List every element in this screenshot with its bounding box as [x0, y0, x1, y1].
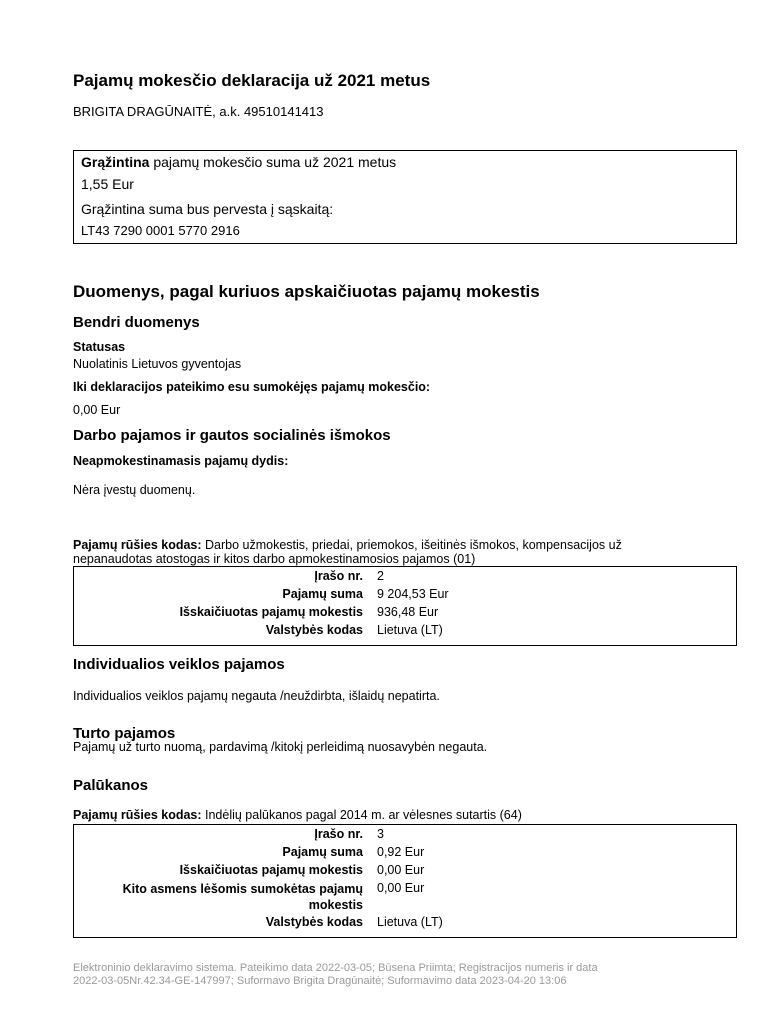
interest-code — [73, 808, 522, 822]
record-value: 936,48 Eur — [377, 605, 439, 619]
interest-code-value: Indėlių palūkanos pagal 2014 m. ar vėlesnes sutartis (64) — [201, 808, 522, 822]
work-record-box — [73, 566, 737, 646]
table-row — [74, 605, 736, 623]
refund-label-rest: pajamų mokesčio suma už 2021 metus — [149, 154, 397, 170]
footer-line1: Elektroninio deklaravimo sistema. Pateikimo data 2022-03-05; Būsena Priimta; Registracijos numeris ir data — [73, 962, 598, 974]
status-value: Nuolatinis Lietuvos gyventojas — [73, 357, 242, 371]
interest-record-box — [73, 824, 737, 938]
work-code — [73, 538, 713, 566]
record-label — [74, 881, 377, 915]
record-value: Lietuva (LT) — [377, 915, 443, 929]
work-title: Darbo pajamos ir gautos socialinės išmokos — [73, 427, 391, 444]
property-text: Pajamų už turto nuomą, pardavimą /kitokį perleidimą nuosavybėn negauta. — [73, 740, 488, 754]
npd-value: Nėra įvestų duomenų. — [73, 483, 196, 497]
interest-code-label: Pajamų rūšies kodas: — [73, 808, 202, 822]
table-row — [74, 881, 736, 915]
record-label: Išskaičiuotas pajamų mokestis — [179, 863, 363, 877]
individual-title: Individualios veiklos pajamos — [73, 656, 285, 673]
record-value: 0,92 Eur — [377, 845, 425, 859]
table-row — [74, 845, 736, 863]
record-value: 2 — [377, 569, 384, 583]
table-row — [74, 587, 736, 605]
record-label: Įrašo nr. — [314, 569, 363, 583]
record-value: 9 204,53 Eur — [377, 587, 449, 601]
status-label: Statusas — [73, 340, 126, 354]
individual-text: Individualios veiklos pajamų negauta /neuždirbta, išlaidų nepatirta. — [73, 689, 440, 703]
record-label: Išskaičiuotas pajamų mokestis — [179, 605, 363, 619]
record-label: Valstybės kodas — [265, 623, 363, 637]
record-value: 3 — [377, 827, 384, 841]
record-label: Pajamų suma — [282, 587, 363, 601]
record-label-line1: Kito asmens lėšomis sumokėtas pajamų — [122, 882, 363, 896]
record-label: Įrašo nr. — [314, 827, 363, 841]
paid-label: Iki deklaracijos pateikimo esu sumokėjęs pajamų mokesčio: — [73, 380, 431, 394]
table-row — [74, 569, 736, 587]
footer-line2: 2022-03-05Nr.42.34-GE-147997; Suformavo Brigita Dragūnaitė; Suformavimo data 2023-04-20 13:06 — [73, 975, 567, 987]
record-label: Valstybės kodas — [265, 915, 363, 929]
interest-title: Palūkanos — [73, 777, 149, 794]
work-code-label: Pajamų rūšies kodas: — [73, 538, 202, 552]
refund-transfer-text: Grąžintina suma bus pervesta į sąskaitą: — [81, 201, 334, 217]
property-title: Turto pajamos — [73, 725, 176, 742]
footer-info — [73, 962, 653, 988]
work-code-value-line1: Darbo užmokestis, priedai, priemokos, išeitinės išmokos, kompensacijos už — [201, 538, 622, 552]
record-label: Pajamų suma — [282, 845, 363, 859]
refund-box — [73, 150, 737, 244]
record-value: 0,00 Eur — [377, 881, 425, 895]
section-title: Duomenys, pagal kuriuos apskaičiuotas pajamų mokestis — [73, 282, 540, 301]
work-record-table — [74, 569, 736, 641]
table-row — [74, 863, 736, 881]
work-code-value-line2: nepanaudotas atostogas ir kitos darbo apmokestinamosios pajamos (01) — [73, 552, 476, 566]
record-value: Lietuva (LT) — [377, 623, 443, 637]
taxpayer-name: BRIGITA DRAGŪNAITĖ, a.k. 49510141413 — [73, 104, 324, 119]
refund-account: LT43 7290 0001 5770 2916 — [81, 223, 240, 238]
paid-value: 0,00 Eur — [73, 403, 121, 417]
table-row — [74, 623, 736, 641]
record-label-line2: mokestis — [308, 898, 363, 912]
refund-amount: 1,55 Eur — [81, 176, 134, 192]
table-row — [74, 827, 736, 845]
page-title: Pajamų mokesčio deklaracija už 2021 metus — [73, 71, 431, 90]
table-row — [74, 915, 736, 933]
interest-record-table — [74, 827, 736, 933]
record-value: 0,00 Eur — [377, 863, 425, 877]
npd-label: Neapmokestinamasis pajamų dydis: — [73, 454, 289, 468]
refund-label-bold: Grąžintina — [81, 154, 150, 170]
general-title: Bendri duomenys — [73, 314, 200, 331]
refund-heading — [81, 154, 396, 170]
